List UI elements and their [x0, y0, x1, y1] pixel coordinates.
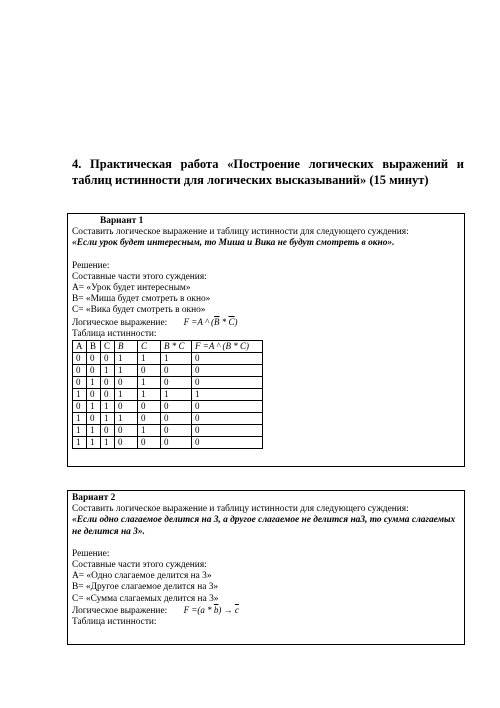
table-cell: 0 — [138, 437, 161, 449]
header-c: C — [101, 341, 115, 353]
table-cell: 0 — [138, 413, 161, 425]
table-cell: 0 — [115, 425, 138, 437]
table-cell: 0 — [73, 377, 87, 389]
table-cell: 1 — [161, 389, 192, 401]
table-cell: 1 — [73, 437, 87, 449]
table-cell: 0 — [73, 353, 87, 365]
variant-1-statement: «Если урок будет интересным, то Миша и Вика не будут смотреть в окно». — [72, 238, 395, 249]
header-not-b: $\overline{B}$ — [115, 341, 138, 353]
table-cell: 0 — [161, 413, 192, 425]
table-row — [73, 365, 263, 377]
table-cell: 0 — [161, 377, 192, 389]
table-cell: 0 — [115, 437, 138, 449]
truth-table — [72, 340, 263, 449]
variant-1-table-label: Таблица истинности: — [72, 328, 157, 339]
table-row — [73, 377, 263, 389]
table-cell: 1 — [115, 353, 138, 365]
table-cell: 0 — [73, 365, 87, 377]
table-row — [73, 413, 263, 425]
table-cell: 0 — [101, 389, 115, 401]
table-cell: 1 — [73, 413, 87, 425]
table-row — [73, 437, 263, 449]
table-cell: 1 — [73, 425, 87, 437]
variant-1-task: Составить логическое выражение и таблицу истинности для следующего суждения: — [72, 227, 409, 238]
table-cell: 0 — [73, 401, 87, 413]
header-not-b-and-not-c: $\overline{B} * \overline{C}$ — [161, 341, 192, 353]
variant-1-title: Вариант 1 — [100, 216, 144, 226]
table-row — [73, 389, 263, 401]
table-cell: 0 — [101, 425, 115, 437]
table-cell: 1 — [138, 425, 161, 437]
table-cell: 1 — [138, 377, 161, 389]
variant-2-solution-label: Решение: — [72, 548, 110, 559]
table-cell: 0 — [87, 389, 101, 401]
variant-1-part-a: А= «Урок будет интересным» — [72, 283, 191, 294]
variant-2-expression — [72, 605, 460, 617]
table-cell: 1 — [101, 401, 115, 413]
table-cell: 0 — [87, 413, 101, 425]
table-cell: 0 — [115, 377, 138, 389]
variant-2-parts-label: Составные части этого суждения: — [72, 560, 207, 571]
variant-2-formula: $F =(a * \overline{b}) \to \overline{c}$ — [183, 604, 239, 615]
header-a: A — [73, 341, 87, 353]
variant-2-statement: «Если одно слагаемое делится на 3, а другое слагаемое не делится на3, то сумма слагаемых не делится на 3». — [72, 515, 456, 537]
table-cell: 1 — [87, 425, 101, 437]
variant-1-parts-label: Составные части этого суждения: — [72, 271, 207, 282]
variant-2-table-label: Таблица истинности: — [72, 617, 157, 628]
table-cell: 0 — [192, 437, 263, 449]
table-cell: 1 — [161, 353, 192, 365]
table-cell: 1 — [87, 377, 101, 389]
table-cell: 1 — [87, 401, 101, 413]
variant-1-box — [67, 213, 465, 467]
table-cell: 1 — [138, 389, 161, 401]
table-cell: 0 — [192, 401, 263, 413]
variant-2-task: Составить логическое выражение и таблицу истинности для следующего суждения: — [72, 504, 409, 515]
table-cell: 1 — [115, 413, 138, 425]
truth-table-header — [73, 341, 263, 353]
header-b: B — [87, 341, 101, 353]
table-cell: 0 — [192, 425, 263, 437]
variant-1-formula: F =A ^ $(\overline{B} * \overline{C})$ — [183, 316, 238, 327]
table-cell: 0 — [161, 425, 192, 437]
table-cell: 0 — [161, 401, 192, 413]
table-cell: 1 — [115, 389, 138, 401]
table-cell: 0 — [161, 365, 192, 377]
table-cell: 0 — [87, 353, 101, 365]
table-cell: 0 — [115, 401, 138, 413]
table-cell: 1 — [101, 437, 115, 449]
table-cell: 0 — [101, 377, 115, 389]
table-cell: 0 — [161, 437, 192, 449]
table-cell: 0 — [138, 365, 161, 377]
variant-2-box — [67, 490, 465, 645]
variant-1-solution-label: Решение: — [72, 260, 110, 271]
table-row — [73, 425, 263, 437]
table-cell: 0 — [87, 365, 101, 377]
variant-1-part-c: С= «Вика будет смотреть в окно» — [72, 305, 206, 316]
table-cell: 0 — [192, 413, 263, 425]
table-cell: 0 — [101, 353, 115, 365]
table-cell: 1 — [138, 353, 161, 365]
header-f: F =A ^ $(\overline{B} * \overline{C})$ — [192, 341, 263, 353]
variant-1-expression-label: Логическое выражение: — [72, 317, 168, 328]
page-heading: 4. Практическая работа «Построение логических выражений и таблиц истинности для логических высказываний» (15 минут) — [72, 157, 464, 187]
variant-1-part-b: В= «Миша будет смотреть в окно» — [72, 294, 211, 305]
variant-2-part-b: В= «Другое слагаемое делится на 3» — [72, 582, 219, 593]
table-cell: 1 — [192, 389, 263, 401]
table-cell: 0 — [192, 365, 263, 377]
variant-2-part-a: А= «Одно слагаемое делится на 3» — [72, 571, 212, 582]
table-cell: 1 — [101, 365, 115, 377]
table-cell: 0 — [138, 401, 161, 413]
table-cell: 1 — [115, 365, 138, 377]
table-cell: 0 — [192, 377, 263, 389]
table-row — [73, 353, 263, 365]
variant-2-expression-label: Логическое выражение: — [72, 605, 168, 616]
header-not-c: $\overline{C}$ — [138, 341, 161, 353]
variant-2-title: Вариант 2 — [72, 493, 116, 503]
table-row — [73, 401, 263, 413]
table-cell: 1 — [101, 413, 115, 425]
variant-1-expression — [72, 317, 460, 329]
table-cell: 1 — [73, 389, 87, 401]
table-cell: 0 — [192, 353, 263, 365]
table-cell: 1 — [87, 437, 101, 449]
variant-2-part-c: С= «Сумма слагаемых делится на 3» — [72, 593, 219, 604]
